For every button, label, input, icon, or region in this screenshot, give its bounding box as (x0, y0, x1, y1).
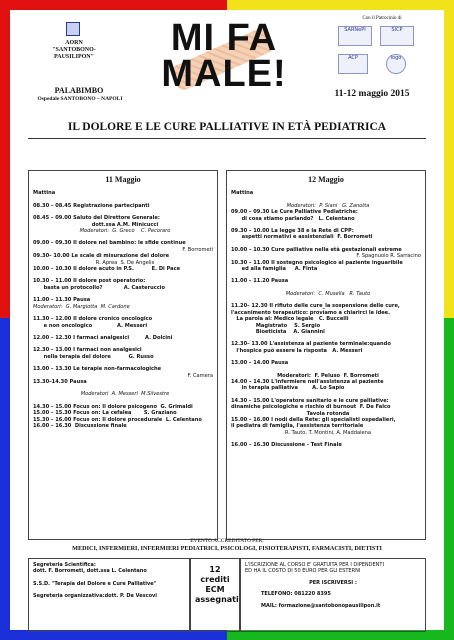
program-line: dinamiche psicologiche e rischio di burnout F. De Falco (231, 404, 391, 411)
program-line: Moderatori: G. Greco C. Pecoraro (79, 228, 171, 235)
scientific-secretariat-names: dott. F. Borrometi, dott.ssa L. Celentano (33, 568, 147, 575)
program-line: La parola al: Medico legale C. Buccelli (231, 316, 349, 323)
title-line-2: MALE! (161, 53, 287, 95)
program-line: F. Camera (187, 372, 213, 379)
program-line: 11.30 – 12.00 Il dolore cronico oncologico (33, 316, 153, 323)
patronage-label: Con il Patrocinio di (362, 16, 402, 21)
program-line: 12.00 – 12.30 I farmaci analgesici A. Dolcini (33, 334, 173, 341)
program-line: nella terapia del dolore G. Russo (33, 353, 154, 360)
hospital-name (34, 40, 114, 61)
program-line: basta un protocollo? A. Casteruccio (33, 284, 166, 291)
org-name: AORN (65, 40, 83, 46)
patron-logo-label: SARNePI (344, 27, 366, 33)
frame-left-bottom (0, 318, 10, 640)
program-line: 12.30– 13.00 L'assistenza al paziente terminale:quando (231, 341, 391, 348)
org-full-name: "SANTOBONO-PAUSILIPON" (52, 47, 96, 60)
program-line: 10.30 – 11.00 Il dolore post operatorio: (33, 278, 146, 285)
event-title (160, 17, 288, 95)
event-headline: IL DOLORE E LE CURE PALLIATIVE IN ETÀ PEDIATRICA (67, 121, 387, 133)
program-line: 11.00 – 11.20 Pausa (231, 278, 289, 285)
program-line: 10.30 – 11.00 Il sostegno psicologico al paziente inguaribile (231, 259, 403, 266)
registration-phone: TELEFONO: 081220 8395 (261, 591, 331, 598)
frame-left-top (0, 0, 10, 318)
program-line: 10.00 – 10.30 Il dolore acuto in P.S. E. Di Pace (33, 266, 181, 273)
program-line: Tavola rotonda (306, 410, 350, 417)
accreditation-audience: MEDICI, INFERMIERI, INFERMIERI PEDIATRICI, PSICOLOGI, FISIOTERAPISTI, FARMACISTI, DIETISTI (72, 545, 382, 552)
program-line: 11.00 – 11.30 Pausa (33, 297, 91, 304)
program-line: 14.30 – 15.00 Focus on: Il dolore psicogeno G. Grimaldi (33, 403, 193, 410)
venue-name: PALABIMBO (54, 86, 104, 95)
frame-right-bottom (444, 318, 454, 640)
program-line: l'accanimento terapeutico: proviamo a chiarirci le idee. (231, 309, 391, 316)
program-line: Moderatori: C. Musella R. Tauto (285, 290, 371, 297)
program-line: F. Spagnuolo R. Sarracino (356, 253, 421, 260)
program-line: 13.00 – 14.00 Pausa (231, 360, 289, 367)
credits-assigned: assegnati (195, 595, 239, 604)
title-line-1: MI FA (170, 17, 278, 59)
program-line: 08.45 – 09.00 Saluto del Direttore Generale: (33, 215, 160, 222)
program-line: Mattina (231, 190, 254, 197)
credits-word: crediti (200, 575, 230, 584)
program-line: 15.00 – 15.30 Focus on: La cefalea S. Graziano (33, 410, 177, 417)
program-line: 09.30– 10.00 Le scale di misurazione del dolore (33, 253, 170, 260)
program-line: 13.30–14.30 Pausa (33, 378, 87, 385)
program-line: 08.30 – 08.45 Registrazione partecipanti (33, 202, 150, 209)
program-day-2 (226, 170, 426, 540)
program-line: F. Borrometi (182, 246, 213, 253)
program-line: Magistrato S. Sergio (231, 322, 321, 329)
program-line: ed alla famiglia A. Finta (231, 266, 318, 273)
program-line: aspetti normativi e assistenziali F. Borrometi (231, 234, 373, 241)
credits-ecm: ECM (205, 585, 225, 594)
credits-number: 12 (209, 565, 221, 574)
program-line: Moderatori: G. Margiotta M. Cardone (33, 303, 130, 310)
venue-subtitle: Ospedale SANTOBONO – NAPOLI (37, 96, 123, 102)
program-line: R. Aprea S. De Angelis (95, 259, 155, 266)
frame-top-right (227, 0, 454, 10)
program-line: e non oncologico A. Messeri (33, 322, 148, 329)
day-1-title: 11 Maggio (105, 175, 141, 184)
day-2-sessions (227, 190, 425, 448)
secretariat-box (28, 558, 190, 632)
program-line: Moderatori: F. Peluso F. Borrometi (277, 372, 379, 379)
organizing-secretariat: Segreteria organizzativa:dott. P. De Vescovi (33, 593, 158, 600)
patron-logo-acp (338, 54, 368, 74)
program-line: 09.30 – 10.00 La legge 38 e la Rete di CPP: (231, 228, 354, 235)
program-line: 14.30 – 15.00 L'operatore sanitario e le cure palliative: (231, 397, 389, 404)
program-line: 14.00 – 14.30 L'infermiere nell'assistenza al paziente (231, 378, 384, 385)
patron-logo-sarnepi (338, 26, 372, 46)
patron-logo-label: logo (390, 55, 402, 61)
program-line: 15.30 – 16.00 Focus on: Il dolore procedurale L. Celentano (33, 416, 202, 423)
frame-right-top (444, 0, 454, 318)
patron-logo-sicp (380, 26, 414, 46)
program-line: 09.00 – 09.30 Le Cure Palliative Pediatriche: (231, 209, 358, 216)
patron-logo-label: SICP (391, 27, 403, 33)
day-1-sessions (29, 190, 217, 429)
day-2-title: 12 Maggio (308, 175, 344, 184)
program-line: 16.00 – 16.30 Discussione finale (33, 422, 127, 429)
program-line: Moderatori A. Messeri M.Silvestre (80, 391, 170, 398)
credits-box (190, 558, 240, 632)
program-line: 13.00 – 13.30 Le terapie non-farmacologiche (33, 366, 162, 373)
program-day-1 (28, 170, 218, 540)
program-line: di cosa stiamo parlando? L. Celentano (231, 215, 355, 222)
program-line: 10.00 – 10.30 Cure palliative nella età gestazionali estreme (231, 246, 402, 253)
program-line: Mattina (33, 190, 56, 197)
accreditation-label: EVENTO ACCREDITATO PER: (190, 538, 264, 544)
hospital-logo-icon (66, 22, 80, 36)
patron-logo-label: ACP (348, 55, 358, 61)
scientific-secretariat-label: Segreteria Scientifica: (33, 562, 96, 568)
registration-email: MAIL: formazione@santobonopausilipon.it (261, 602, 381, 609)
program-line: Moderatori: P. Siani G. Zanotta (286, 202, 370, 209)
registration-note-2: ED HA IL COSTO DI 50 EURO PER GLI ESTERNI (245, 568, 361, 575)
registration-box (240, 558, 426, 632)
department-name: S.S.D. "Terapia del Dolore e Cure Palliative" (33, 580, 157, 587)
program-line: 09.00 – 09.30 Il dolore nel bambino: le sfide continue (33, 240, 186, 247)
program-line: 16.00 – 16.30 Discussione - Test Finale (231, 442, 342, 449)
program-line: il pediatra di famiglia, l'assistenza territoriale (231, 423, 364, 430)
program-line: 15.00 – 16.00 I nodi della Rete: gli specialisti ospedalieri, (231, 416, 396, 423)
program-line: Bioeticista A. Giannini (231, 328, 325, 335)
headline-divider (28, 138, 426, 139)
program-line: R. Tauto, T. Montini, A. Maddalena (285, 429, 371, 436)
event-date: 11-12 maggio 2015 (334, 89, 410, 99)
program-line: 11.20– 12.30 Il rifiuto delle cure_la sospensione delle cure, (231, 303, 400, 310)
registration-note-1: L'ISCRIZIONE AL CORSO E' GRATUITA PER I DIPENDENTI (245, 562, 384, 568)
program-line: l'hospice può essere la risposta A. Messeri (231, 347, 363, 354)
registration-label: PER ISCRIVERSI : (309, 579, 357, 586)
program-line: dott.ssa A.M. Minicucci (91, 221, 159, 228)
program-line: in terapia palliativa A. Lo Sapio (231, 385, 345, 392)
program-line: 12.30 – 13.00 I farmaci non analgesici (33, 347, 142, 354)
patron-logo-round (386, 54, 406, 74)
